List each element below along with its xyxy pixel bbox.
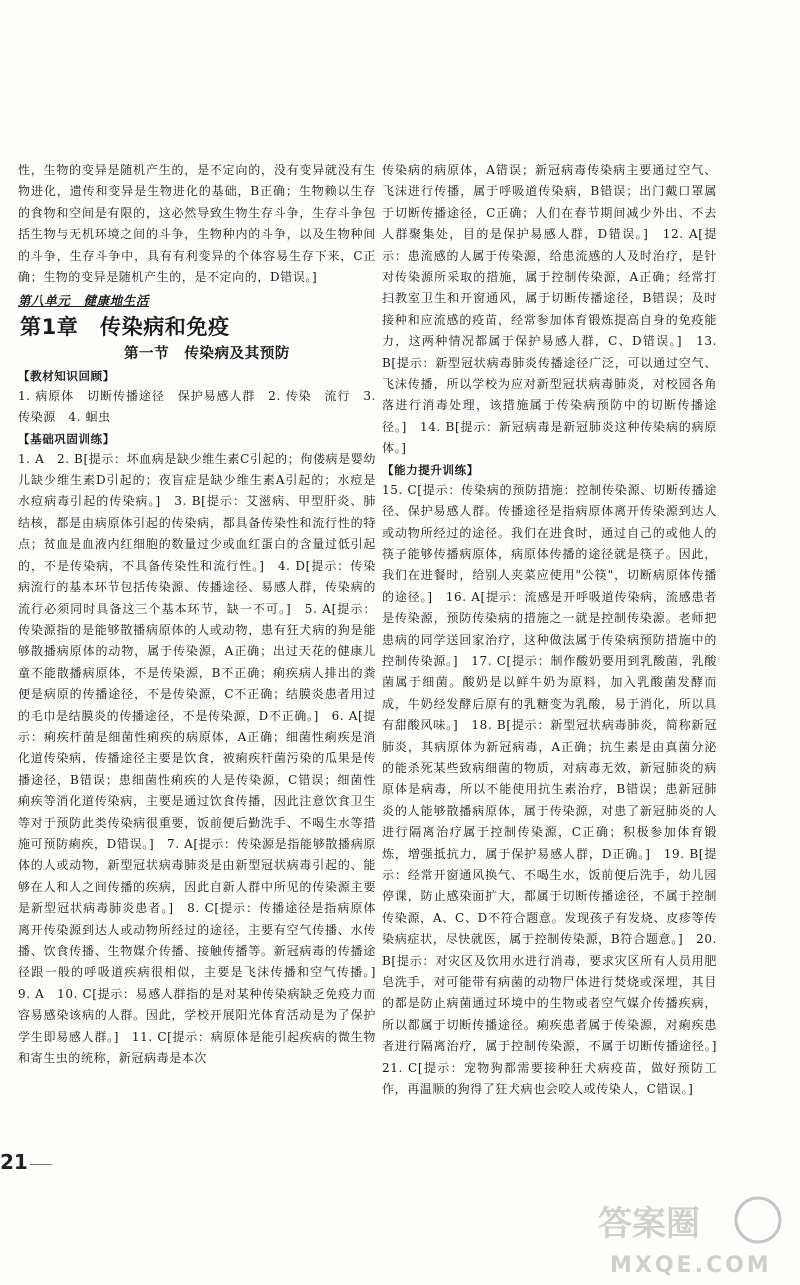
page-number: 21 — [0, 1150, 28, 1174]
watermark-logo — [590, 1190, 790, 1280]
right-answers-part2: 15. C[提示：传染病的预防措施：控制传染源、切断传播途径、保护易感人群。传播途径是指病原体离开传染源到达人或动物所经过的途径。我们在进食时，通过自己的或他人的筷子能够传播病原体，病原体传播的途径就是筷子。因此，我们在进餐时，给别人夹菜应使用"公筷"，切断病原体传播的途径。] 16. A[提示：流感是开呼吸道传染病，流感患者是传染源，预防传染病的措施之一就是控制传染源。老师把患病的同学送回家治疗，这种做法属于传染病预防措施中的控制传染源。] 17. C[提示：制作酸奶要用到乳酸菌，乳酸菌属于细菌。酸奶是以鲜牛奶为原料，加入乳酸菌发酵而成，牛奶经发酵后原有的乳糖变为乳酸，易于消化，所以具有甜酸风味。] 18. B[提示：新型冠状病毒肺炎，简称新冠肺炎，其病原体为新冠病毒，A正确；抗生素是由真菌分泌的能杀死某些致病细菌的物质，对病毒无效，新冠肺炎的病原体是病毒，所以不能使用抗生素治疗，B错误；患新冠肺炎的人能够散播病原体，属于传染源，对患了新冠肺炎的人进行隔离治疗属于控制传染源，C正确；积极参加体育锻炼，增强抵抗力，属于保护易感人群，D正确。] 19. B[提示：经常开窗通风换气、不喝生水，饭前便后洗手，幼儿园停课，防止感染面扩大，都属于切断传播途径，不属于控制传染源，A、C、D不符合题意。发现孩子有发烧、皮疹等传染病症状，尽快就医，属于控制传染源，B符合题意。] 20. B[提示：对灾区及饮用水进行消毒，要求灾区所有人员用肥皂洗手，对可能带有病菌的动物尸体进行焚烧或深埋，其目的都是防止病菌通过环境中的生物或者空气媒介传播疾病，所以都属于切断传播途径。痢疾患者属于传染源，对痢疾患者进行隔离治疗，属于控制传染源，不属于切断传播途径。] 21. C[提示：宠物狗都需要接种狂犬病疫苗，做好预防工作，再温顺的狗得了狂犬病也会咬人或传染人，C错误。] — [382, 482, 730, 1097]
watermark-text: 答案圈 — [598, 1204, 700, 1244]
page-number-rule — [30, 1164, 52, 1165]
section-title: 第一节 传染病及其预防 — [123, 345, 291, 362]
right-answers-part1: 传染病的病原体，A错误；新冠病毒传染病主要通过空气、飞沫进行传播，属于呼吸道传染病，B错误；出门戴口罩属于切断传播途径，C正确；人们在春节期间减少外出、不去人群聚集处，目的是保护易感人群，D错误。] 12. A[提示：患流感的人属于传染源，给患流感的人及时治疗，是针对传染源所采取的措施，属于控制传染源，A正确；经常打扫教室卫生和开窗通风，属于切断传播途径，B错误；及时接种和应流感的疫苗，经常参加体育锻炼提高自身的免疫能力，这两种情况都属于保护易感人群，C、D错误。] 13. B[提示：新型冠状病毒肺炎传播途径广泛，可以通过空气、飞沫传播，所以学校为应对新型冠状病毒肺炎，对校园各角落进行消毒处理，该措施属于传染病预防中的切断传播途径。] 14. B[提示：新冠病毒是新冠肺炎这种传染病的病原体。] — [382, 163, 717, 456]
textbook-review-heading: 【教材知识回顾】 — [18, 368, 115, 383]
ability-training-heading: 【能力提升训练】 — [382, 462, 479, 477]
textbook-review-answers: 1. 病原体 切断传播途径 保护易感人群 2. 传染 流行 3. 传染源 4. 蛔虫 — [18, 388, 376, 425]
basic-training-heading: 【基础巩固训练】 — [18, 431, 115, 446]
watermark-circle-icon — [736, 1198, 780, 1242]
right-column — [382, 160, 730, 1170]
chapter-title: 第1章 传染病和免疫 — [20, 314, 230, 339]
unit-label: 第八单元 健康地生活 — [18, 293, 150, 309]
watermark-url: MXQE.COM — [610, 1253, 772, 1278]
basic-training-answers: 1. A 2. B[提示：坏血病是缺少维生素C引起的；佝偻病是婴幼儿缺少维生素D引起的；夜盲症是缺少维生素A引起的；水痘是水痘病毒引起的传染病。] 3. B[提示：艾滋病、甲型肝炎、肺结核，都是由病原体引起的传染病，都具备传染性和流行性的特点；贫血是血液内红细胞的数量过少或血红蛋白的含量过低引起的，不是传染病，不具备传染性和流行性。] 4. D[提示：传染病流行的基本环节包括传染源、传播途径、易感人群，传染病的流行必须同时具备这三个基本环节，缺一不可。] 5. A[提示：传染源指的是能够散播病原体的人或动物，患有狂犬病的狗是能够散播病原体的动物，属于传染源，A正确；出过天花的健康儿童不能散播病原体，不是传染源，B不正确；痢疾病人排出的粪便是病原的传播途径，不是传染源，C不正确；结膜炎患者用过的毛巾是结膜炎的传播途径，不是传染源，D不正确。] 6. A[提示：痢疾杆菌是细菌性痢疾的病原体，A正确；细菌性痢疾是消化道传染病，传播途径主要是饮食，被痢疾杆菌污染的瓜果是传播途径，B错误；患细菌性痢疾的人是传染源，C错误；细菌性痢疾等消化道传染病，主要是通过饮食传播，因此注意饮食卫生等对于预防此类传染病很重要，饭前便后勤洗手、不喝生水等措施可预防痢疾，D错误。] 7. A[提示：传染源是指能够散播病原体的人或动物，新型冠状病毒肺炎是由新型冠状病毒引起的、能够在人和人之间传播的疾病，因此自新人群中所见的传染源主要是新型冠状病毒肺炎患者。] 8. C[提示：传播途径是指病原体离开传染源到达人或动物所经过的途径，主要有空气传播、水传播、饮食传播、生物媒介传播、接触传播等。新冠病毒的传播途径跟一般的呼吸道疾病很相似，主要是飞沫传播和空气传播。] 9. A 10. C[提示：易感人群指的是对某种传染病缺乏免疫力而容易感染该病的人群。因此，学校开展阳光体育活动是为了保护学生即易感人群。] 11. C[提示：病原体是能引起疾病的微生物和寄生虫的统称，新冠病毒是本次 — [18, 451, 389, 1066]
intro-paragraph: 性，生物的变异是随机产生的，是不定向的，没有变异就没有生物进化，遗传和变异是生物进化的基础，B正确；生物赖以生存的食物和空间是有限的，这必然导致生物生存斗争，生存斗争包括生物与无机环境之间的斗争，生物种内的斗争，以及生物种间的斗争，生存斗争中，具有有利变异的个体容易生存下来，C正确；生物的变异是随机产生的，是不定向的，D错误。] — [18, 163, 376, 285]
left-column — [18, 160, 389, 1170]
